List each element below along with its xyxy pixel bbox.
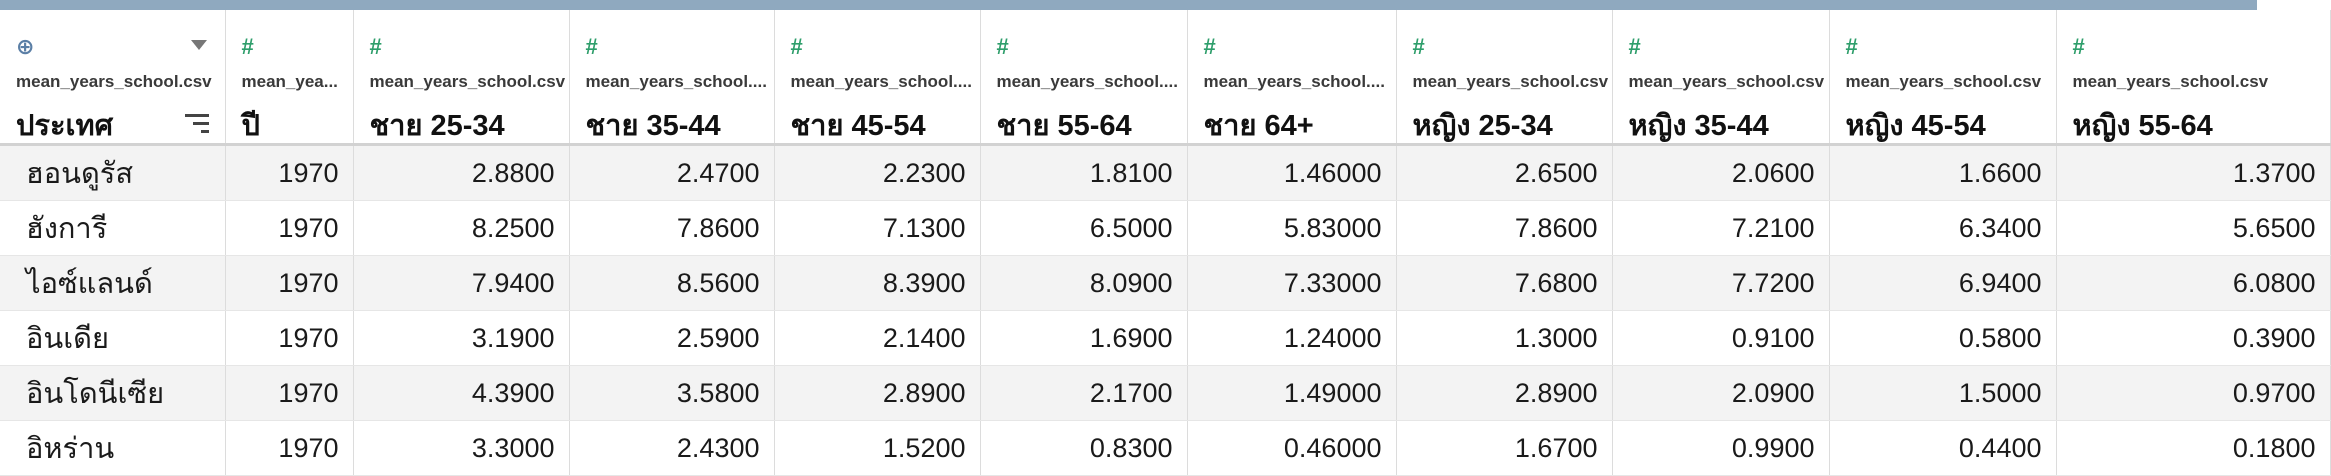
value-cell[interactable]: 1.24000	[1187, 311, 1396, 366]
value-cell[interactable]: 7.8600	[1396, 201, 1612, 256]
table-row[interactable]	[0, 311, 2330, 366]
table-row[interactable]	[0, 201, 2330, 256]
column-source: mean_years_school....	[1203, 72, 1385, 91]
value-cell[interactable]: 8.0900	[980, 256, 1187, 311]
column-name: ประเทศ	[16, 110, 113, 142]
column-header[interactable]	[1187, 10, 1396, 145]
value-cell[interactable]: 8.3900	[774, 256, 980, 311]
value-cell[interactable]: 1970	[225, 256, 353, 311]
column-source: mean_years_school.csv	[16, 72, 212, 91]
data-table	[0, 10, 2331, 476]
column-header[interactable]	[1396, 10, 1612, 145]
number-icon: #	[585, 34, 598, 59]
column-source: mean_years_school.csv	[369, 72, 566, 91]
country-cell[interactable]: ฮังการี	[0, 201, 225, 256]
column-header[interactable]	[1829, 10, 2056, 145]
column-header[interactable]	[980, 10, 1187, 145]
value-cell[interactable]: 0.3900	[2056, 311, 2330, 366]
column-header[interactable]	[2056, 10, 2330, 145]
column-name: หญิง 45-54	[1845, 110, 1986, 142]
column-source: mean_years_school....	[996, 72, 1178, 91]
column-source: mean_years_school.csv	[2072, 72, 2269, 91]
value-cell[interactable]: 1970	[225, 311, 353, 366]
value-cell[interactable]: 3.3000	[353, 421, 569, 476]
column-header[interactable]	[0, 10, 225, 145]
value-cell[interactable]: 2.0600	[1612, 145, 1829, 201]
column-source: mean_years_school.csv	[1412, 72, 1609, 91]
value-cell[interactable]: 2.8800	[353, 145, 569, 201]
value-cell[interactable]: 2.8900	[774, 366, 980, 421]
value-cell[interactable]: 2.5900	[569, 311, 774, 366]
value-cell[interactable]: 7.2100	[1612, 201, 1829, 256]
value-cell[interactable]: 2.1700	[980, 366, 1187, 421]
column-source: mean_years_school....	[585, 72, 767, 91]
number-icon: #	[2072, 34, 2085, 59]
table-body	[0, 145, 2330, 476]
globe-icon: ⊕	[16, 34, 35, 59]
value-cell[interactable]: 6.5000	[980, 201, 1187, 256]
number-icon: #	[790, 34, 803, 59]
table-row[interactable]	[0, 421, 2330, 476]
country-cell[interactable]: ไอซ์แลนด์	[0, 256, 225, 311]
number-icon: #	[1845, 34, 1858, 59]
value-cell[interactable]: 1.6700	[1396, 421, 1612, 476]
value-cell[interactable]: 7.1300	[774, 201, 980, 256]
value-cell[interactable]: 3.1900	[353, 311, 569, 366]
number-icon: #	[1412, 34, 1425, 59]
column-name: หญิง 25-34	[1412, 110, 1553, 142]
table-row[interactable]	[0, 256, 2330, 311]
value-cell[interactable]: 7.6800	[1396, 256, 1612, 311]
value-cell[interactable]: 1970	[225, 421, 353, 476]
value-cell[interactable]: 0.5800	[1829, 311, 2056, 366]
value-cell[interactable]: 2.2300	[774, 145, 980, 201]
value-cell[interactable]: 2.4700	[569, 145, 774, 201]
country-cell[interactable]: อิหร่าน	[0, 421, 225, 476]
table-row[interactable]	[0, 145, 2330, 201]
value-cell[interactable]: 0.9100	[1612, 311, 1829, 366]
value-cell[interactable]: 1970	[225, 201, 353, 256]
column-source: mean_years_school....	[790, 72, 972, 91]
country-cell[interactable]: อินเดีย	[0, 311, 225, 366]
value-cell[interactable]: 0.9900	[1612, 421, 1829, 476]
value-cell[interactable]: 5.6500	[2056, 201, 2330, 256]
value-cell[interactable]: 8.5600	[569, 256, 774, 311]
column-source: mean_years_school.csv	[1845, 72, 2042, 91]
value-cell[interactable]: 1.8100	[980, 145, 1187, 201]
chevron-down-icon[interactable]	[191, 40, 207, 50]
number-icon: #	[996, 34, 1009, 59]
value-cell[interactable]: 7.33000	[1187, 256, 1396, 311]
country-cell[interactable]: ฮอนดูรัส	[0, 145, 225, 201]
value-cell[interactable]: 2.8900	[1396, 366, 1612, 421]
column-header[interactable]	[225, 10, 353, 145]
value-cell[interactable]: 1.3000	[1396, 311, 1612, 366]
column-name: ชาย 55-64	[996, 110, 1132, 142]
value-cell[interactable]: 0.1800	[2056, 421, 2330, 476]
column-header[interactable]	[569, 10, 774, 145]
column-name: ชาย 25-34	[369, 110, 505, 142]
table-row[interactable]	[0, 366, 2330, 421]
value-cell[interactable]: 1.46000	[1187, 145, 1396, 201]
number-icon: #	[369, 34, 382, 59]
value-cell[interactable]: 1.6600	[1829, 145, 2056, 201]
value-cell[interactable]: 2.0900	[1612, 366, 1829, 421]
header-accent-bar	[0, 0, 2257, 10]
country-cell[interactable]: อินโดนีเซีย	[0, 366, 225, 421]
value-cell[interactable]: 6.3400	[1829, 201, 2056, 256]
column-name: ปี	[241, 110, 260, 142]
value-cell[interactable]: 5.83000	[1187, 201, 1396, 256]
value-cell[interactable]: 7.8600	[569, 201, 774, 256]
data-grid[interactable]	[0, 10, 2316, 465]
value-cell[interactable]: 6.9400	[1829, 256, 2056, 311]
value-cell[interactable]: 1.5200	[774, 421, 980, 476]
value-cell[interactable]: 2.4300	[569, 421, 774, 476]
value-cell[interactable]: 4.3900	[353, 366, 569, 421]
value-cell[interactable]: 2.6500	[1396, 145, 1612, 201]
value-cell[interactable]: 3.5800	[569, 366, 774, 421]
column-header[interactable]	[1612, 10, 1829, 145]
sort-icon[interactable]	[185, 114, 209, 138]
number-icon: #	[1203, 34, 1216, 59]
column-header[interactable]	[353, 10, 569, 145]
column-name: หญิง 55-64	[2072, 110, 2213, 142]
value-cell[interactable]: 0.9700	[2056, 366, 2330, 421]
column-name: ชาย 64+	[1203, 110, 1314, 142]
value-cell[interactable]: 1.3700	[2056, 145, 2330, 201]
value-cell[interactable]: 1.49000	[1187, 366, 1396, 421]
column-name: ชาย 45-54	[790, 110, 926, 142]
value-cell[interactable]: 1.5000	[1829, 366, 2056, 421]
column-name: หญิง 35-44	[1628, 110, 1769, 142]
value-cell[interactable]: 7.9400	[353, 256, 569, 311]
column-header[interactable]	[774, 10, 980, 145]
column-name: ชาย 35-44	[585, 110, 721, 142]
value-cell[interactable]: 0.8300	[980, 421, 1187, 476]
value-cell[interactable]: 8.2500	[353, 201, 569, 256]
value-cell[interactable]: 1970	[225, 145, 353, 201]
value-cell[interactable]: 7.7200	[1612, 256, 1829, 311]
value-cell[interactable]: 1970	[225, 366, 353, 421]
value-cell[interactable]: 1.6900	[980, 311, 1187, 366]
value-cell[interactable]: 6.0800	[2056, 256, 2330, 311]
value-cell[interactable]: 0.46000	[1187, 421, 1396, 476]
column-source: mean_yea...	[241, 72, 338, 91]
value-cell[interactable]: 0.4400	[1829, 421, 2056, 476]
number-icon: #	[1628, 34, 1641, 59]
value-cell[interactable]: 2.1400	[774, 311, 980, 366]
header-row	[0, 10, 2330, 145]
number-icon: #	[241, 34, 254, 59]
column-source: mean_years_school.csv	[1628, 72, 1825, 91]
